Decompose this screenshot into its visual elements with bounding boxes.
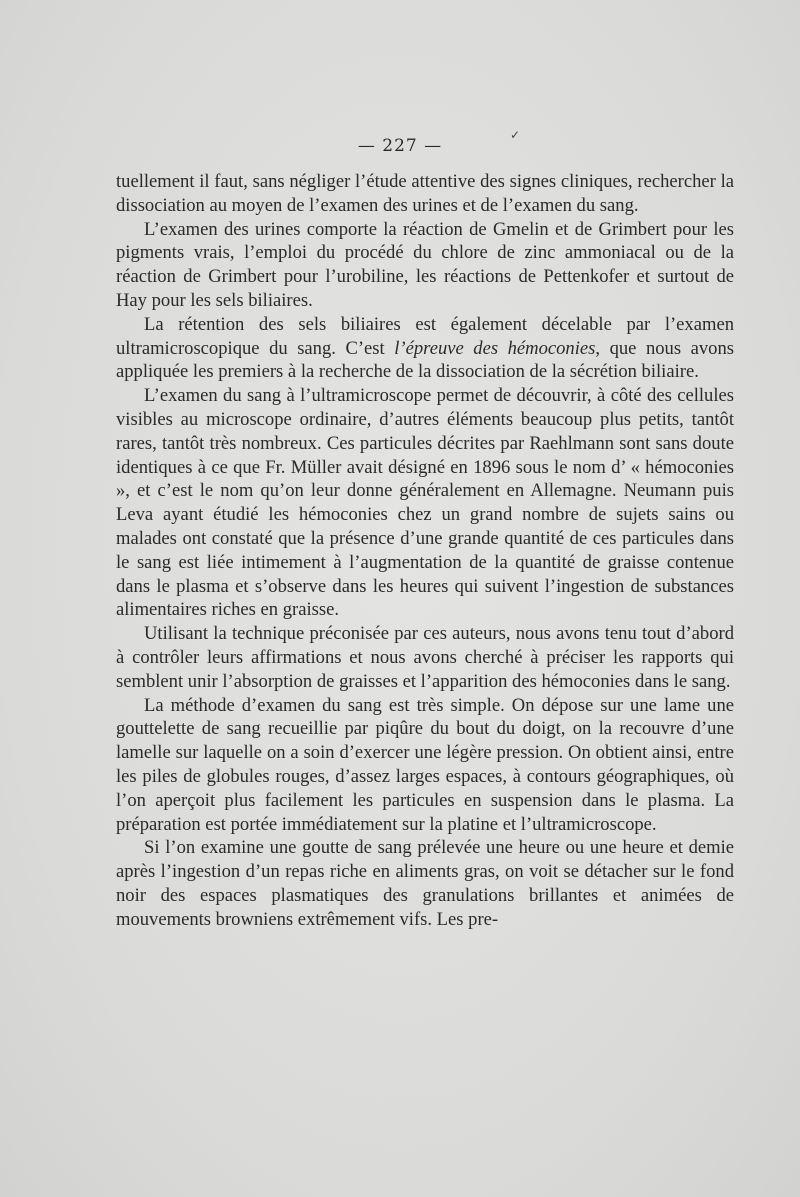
paragraph-5: Utilisant la technique préconisée par ces auteurs, nous avons tenu tout d’abord à contrôler leurs affirmations et nous avons cherché à préciser les rapports qui semblent unir l’absorption de graisses et l’apparition des hémoconies dans le sang. (116, 623, 734, 692)
paragraph-4: L’examen du sang à l’ultramicroscope permet de découvrir, à côté des cellules visibles au microscope ordinaire, d’autres éléments beaucoup plus petits, tantôt rares, tantôt très nombreux. Ces particules décrites par Raehlmann sont sans doute identiques à ce que Fr. Müller avait désigné en 1896 sous le nom d’ « hémoconies », et c’est le nom qu’on leur donne généralement en Allemagne. Neumann puis Leva ayant étudié les hémoconies chez un grand nombre de sujets sains ou malades ont constaté que la présence d’une grande quantité de ces particules dans le sang est liée intimement à l’augmentation de la quantité de graisse contenue dans le plasma et s’observe dans les heures qui suivent l’ingestion de substances alimentaires riches en graisse. (116, 385, 734, 621)
paragraph-3-end: , que nous avons appliquée les premiers à la recherche de la dissociation de la sécrétion biliaire. (116, 337, 734, 383)
paragraph-6: La méthode d’examen du sang est très simple. On dépose sur une lame une gouttelette de sang recueillie par piqûre du bout du doigt, on la recouvre d’une lamelle sur laquelle on a soin d’exercer une légère pression. On obtient ainsi, entre les piles de globules rouges, d’assez larges espaces, à contours géographiques, où l’on aperçoit plus facilement les particules en suspension dans le plasma. La préparation est portée immédiatement sur la platine et l’ultramicroscope. (116, 694, 734, 835)
paragraph-7: Si l’on examine une goutte de sang prélevée une heure ou une heure et demie après l’ingestion d’un repas riche en aliments gras, on voit se détacher sur le fond noir des espaces plasmatiques des granulations brillantes et animées de mouvements browniens extrêmement vifs. Les pre- (116, 837, 734, 930)
body-text (116, 170, 734, 932)
paragraph-1: tuellement il faut, sans négliger l’étude attentive des signes cliniques, rechercher la dissociation au moyen de l’examen des urines et de l’examen du sang. (116, 171, 734, 216)
paragraph-2: L’examen des urines comporte la réaction de Gmelin et de Grimbert pour les pigments vrais, l’emploi du procédé du chlore de zinc ammoniacal ou de la réaction de Grimbert pour l’urobiline, les réactions de Pettenkofer et surtout de Hay pour les sels biliaires. (116, 218, 734, 311)
hemoconies-test-term: l’épreuve des hémoconies (394, 337, 596, 359)
paragraph-3-start: La rétention des sels biliaires est également décelable par l’examen ultramicroscopique du sang. C’est (116, 313, 734, 359)
page-number: — 227 — (357, 136, 443, 156)
margin-mark: ✓ (510, 128, 521, 142)
paragraph-3 (116, 313, 734, 384)
